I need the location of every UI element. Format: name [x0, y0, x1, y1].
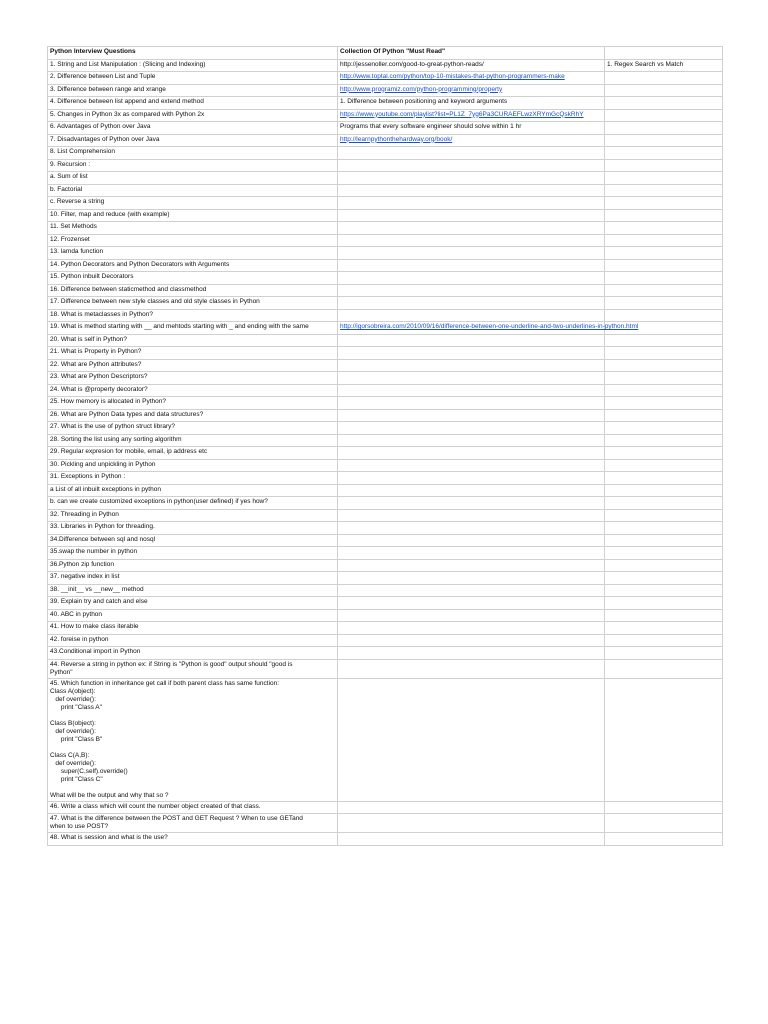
table-row — [48, 109, 723, 122]
header-must-read: Collection Of Python "Must Read" — [338, 47, 605, 60]
extra-cell — [605, 184, 723, 197]
resource-cell — [338, 547, 605, 560]
resource-cell — [338, 397, 605, 410]
extra-cell — [605, 497, 723, 510]
extra-cell — [605, 422, 723, 435]
table-row — [48, 484, 723, 497]
question-cell: 21. What is Property in Python? — [48, 347, 338, 360]
question-cell: 6. Advantages of Python over Java — [48, 122, 338, 135]
table-row — [48, 284, 723, 297]
table-row — [48, 497, 723, 510]
extra-cell — [605, 534, 723, 547]
resource-cell — [338, 159, 605, 172]
extra-cell — [605, 559, 723, 572]
resource-cell — [338, 622, 605, 635]
question-cell: 39. Explain try and catch and else — [48, 597, 338, 610]
header-extra — [605, 47, 723, 60]
resource-cell — [338, 172, 605, 185]
question-cell: 34.Difference between sql and nosql — [48, 534, 338, 547]
extra-cell — [605, 134, 723, 147]
spreadsheet-table — [47, 46, 723, 846]
resource-cell — [338, 147, 605, 160]
table-row — [48, 634, 723, 647]
resource-cell — [338, 584, 605, 597]
header-questions: Python Interview Questions — [48, 47, 338, 60]
extra-cell — [605, 801, 723, 814]
resource-cell — [338, 359, 605, 372]
question-cell: 10. Filter, map and reduce (with example) — [48, 209, 338, 222]
question-cell: 25. How memory is allocated in Python? — [48, 397, 338, 410]
resource-cell — [338, 522, 605, 535]
table-row — [48, 197, 723, 210]
question-cell: 8. List Comprehension — [48, 147, 338, 160]
question-cell: 33. Libraries in Python for threading. — [48, 522, 338, 535]
table-row — [48, 59, 723, 72]
extra-cell — [605, 209, 723, 222]
table-row — [48, 459, 723, 472]
question-cell: 11. Set Methods — [48, 222, 338, 235]
question-cell: 48. What is session and what is the use? — [48, 833, 338, 846]
extra-cell — [605, 509, 723, 522]
question-cell: 47. What is the difference between the POST and GET Request ? When to use GETand when to use POST? — [48, 814, 338, 833]
table-row — [48, 147, 723, 160]
extra-cell — [605, 334, 723, 347]
resource-cell — [338, 347, 605, 360]
question-cell: b. can we create customized exceptions in python(user defined) if yes how? — [48, 497, 338, 510]
table-row — [48, 134, 723, 147]
extra-cell — [605, 122, 723, 135]
question-cell: 42. foreise in python — [48, 634, 338, 647]
resource-cell — [338, 814, 605, 833]
table-row — [48, 522, 723, 535]
resource-cell — [338, 259, 605, 272]
table-row — [48, 833, 723, 846]
table-row — [48, 297, 723, 310]
resource-cell — [338, 434, 605, 447]
resource-cell — [338, 309, 605, 322]
question-cell: 31. Exceptions in Python : — [48, 472, 338, 485]
question-cell: 18. What is metaclasses in Python? — [48, 309, 338, 322]
resource-cell — [338, 297, 605, 310]
table-row — [48, 97, 723, 110]
table-row — [48, 72, 723, 85]
question-cell: 13. lamda function — [48, 247, 338, 260]
extra-cell: 1. Regex Search vs Match — [605, 59, 723, 72]
resource-cell — [338, 597, 605, 610]
question-cell: 45. Which function in inheritance get call if both parent class has same function: Class A(object): def override(): print "Class A" Class B(object): def override(): print "Class B" Class C(A,B): def override(): super(C,self).override() print "Class C" What will be the output and why that so ? — [48, 678, 338, 801]
resource-cell — [338, 659, 605, 678]
resource-cell: 1. Difference between positioning and keyword arguments — [338, 97, 605, 110]
question-cell: 29. Regular expresion for mobile, email, ip address etc — [48, 447, 338, 460]
table-row — [48, 172, 723, 185]
extra-cell — [605, 197, 723, 210]
question-cell: 4. Difference between list append and extend method — [48, 97, 338, 110]
resource-cell — [338, 209, 605, 222]
resource-cell — [338, 833, 605, 846]
extra-cell — [605, 434, 723, 447]
question-cell: a. Sum of list — [48, 172, 338, 185]
resource-cell — [338, 247, 605, 260]
table-row — [48, 159, 723, 172]
extra-cell — [605, 647, 723, 660]
resource-cell — [338, 234, 605, 247]
resource-cell — [338, 447, 605, 460]
resource-cell — [338, 572, 605, 585]
extra-cell — [605, 597, 723, 610]
extra-cell — [605, 84, 723, 97]
question-cell: 43.Conditional import in Python — [48, 647, 338, 660]
resource-cell — [338, 801, 605, 814]
extra-cell — [605, 622, 723, 635]
table-row — [48, 647, 723, 660]
extra-cell — [605, 347, 723, 360]
question-cell: 46. Write a class which will count the number object created of that class. — [48, 801, 338, 814]
header-row — [48, 47, 723, 60]
extra-cell — [605, 272, 723, 285]
table-row — [48, 509, 723, 522]
question-cell: 22. What are Python attributes? — [48, 359, 338, 372]
resource-link[interactable]: http://www.programiz.com/python-programming/property — [340, 85, 503, 93]
extra-cell — [605, 234, 723, 247]
table-row — [48, 814, 723, 833]
resource-cell — [338, 459, 605, 472]
resource-cell — [338, 484, 605, 497]
extra-cell — [605, 814, 723, 833]
question-cell: 2. Difference between List and Tuple — [48, 72, 338, 85]
table-row — [48, 572, 723, 585]
resource-cell — [338, 384, 605, 397]
question-cell: b. Factorial — [48, 184, 338, 197]
table-row — [48, 234, 723, 247]
question-cell: 12. Frozenset — [48, 234, 338, 247]
question-cell: c. Reverse a string — [48, 197, 338, 210]
table-row — [48, 347, 723, 360]
question-cell: 27. What is the use of python struct library? — [48, 422, 338, 435]
extra-cell — [605, 584, 723, 597]
resource-cell — [338, 272, 605, 285]
extra-cell — [605, 447, 723, 460]
resource-cell — [338, 109, 605, 122]
extra-cell — [605, 678, 723, 801]
extra-cell — [605, 284, 723, 297]
extra-cell — [605, 72, 723, 85]
table-row — [48, 622, 723, 635]
question-cell: 5. Changes in Python 3x as compared with Python 2x — [48, 109, 338, 122]
question-cell: 9. Recursion : — [48, 159, 338, 172]
question-cell: 30. Pickling and unpickling in Python — [48, 459, 338, 472]
resource-cell — [338, 184, 605, 197]
extra-cell — [605, 472, 723, 485]
question-cell: 44. Reverse a string in python ex: if String is "Python is good" output should "good is Python" — [48, 659, 338, 678]
table-row — [48, 597, 723, 610]
resource-cell: http://jessenoller.com/good-to-great-python-reads/ — [338, 59, 605, 72]
table-row — [48, 801, 723, 814]
resource-cell — [338, 472, 605, 485]
resource-cell — [338, 72, 605, 85]
question-cell: 3. Difference between range and xrange — [48, 84, 338, 97]
table-row — [48, 322, 723, 335]
question-cell: 23. What are Python Descriptors? — [48, 372, 338, 385]
resource-link[interactable]: http://learnpythonthehardway.org/book/ — [340, 135, 453, 143]
extra-cell — [605, 359, 723, 372]
resource-cell — [338, 647, 605, 660]
table-row — [48, 409, 723, 422]
extra-cell — [605, 159, 723, 172]
table-row — [48, 247, 723, 260]
resource-cell — [338, 678, 605, 801]
resource-cell — [338, 222, 605, 235]
resource-cell — [338, 84, 605, 97]
extra-cell — [605, 384, 723, 397]
resource-cell — [338, 284, 605, 297]
table-row — [48, 547, 723, 560]
table-row — [48, 209, 723, 222]
extra-cell — [605, 309, 723, 322]
resource-cell — [338, 409, 605, 422]
question-cell: 35.swap the number in python — [48, 547, 338, 560]
extra-cell — [605, 833, 723, 846]
table-row — [48, 397, 723, 410]
table-row — [48, 434, 723, 447]
resource-cell — [338, 634, 605, 647]
resource-cell — [338, 509, 605, 522]
table-row — [48, 122, 723, 135]
table-row — [48, 309, 723, 322]
table-row — [48, 472, 723, 485]
question-cell: 40. ABC in python — [48, 609, 338, 622]
question-cell: a List of all inbuilt exceptions in python — [48, 484, 338, 497]
extra-cell — [605, 522, 723, 535]
table-row — [48, 422, 723, 435]
resource-cell — [338, 422, 605, 435]
table-row — [48, 384, 723, 397]
question-cell: 37. negative index in list — [48, 572, 338, 585]
resource-cell — [338, 559, 605, 572]
resource-cell: Programs that every software engineer should solve within 1 hr — [338, 122, 605, 135]
question-cell: 14. Python Decorators and Python Decorators with Arguments — [48, 259, 338, 272]
question-cell: 19. What is method starting with __ and mehtods starting with _ and ending with the same — [48, 322, 338, 335]
resource-cell — [338, 197, 605, 210]
extra-cell — [605, 97, 723, 110]
extra-cell — [605, 147, 723, 160]
question-cell: 36.Python zip function — [48, 559, 338, 572]
extra-cell — [605, 659, 723, 678]
extra-cell — [605, 222, 723, 235]
table-row — [48, 334, 723, 347]
table-row — [48, 678, 723, 801]
extra-cell — [605, 372, 723, 385]
question-cell: 38. __init__ vs __new__ method — [48, 584, 338, 597]
table-row — [48, 609, 723, 622]
question-cell: 20. What is self in Python? — [48, 334, 338, 347]
extra-cell — [605, 172, 723, 185]
question-cell: 32. Threading in Python — [48, 509, 338, 522]
table-row — [48, 359, 723, 372]
table-row — [48, 584, 723, 597]
table-row — [48, 222, 723, 235]
resource-cell — [338, 334, 605, 347]
question-cell: 15. Python inbuilt Decorators — [48, 272, 338, 285]
table-row — [48, 372, 723, 385]
table-row — [48, 184, 723, 197]
resource-cell — [338, 497, 605, 510]
resource-cell — [338, 609, 605, 622]
question-cell: 17. Difference between new style classes and old style classes in Python — [48, 297, 338, 310]
extra-cell — [605, 609, 723, 622]
question-cell: 28. Sorting the list using any sorting algorithm — [48, 434, 338, 447]
extra-cell — [605, 397, 723, 410]
question-cell: 16. Difference between staticmethod and classmethod — [48, 284, 338, 297]
extra-cell — [605, 459, 723, 472]
table-row — [48, 447, 723, 460]
resource-link[interactable]: http://www.toptal.com/python/top-10-mistakes-that-python-programmers-make — [340, 73, 565, 80]
resource-cell — [338, 372, 605, 385]
table-row — [48, 559, 723, 572]
extra-cell — [605, 572, 723, 585]
extra-cell — [605, 297, 723, 310]
table-row — [48, 659, 723, 678]
resource-link[interactable]: http://igorsobreira.com/2010/09/16/difference-between-one-underline-and-two-underlines-in-python.html — [340, 323, 639, 330]
extra-cell — [605, 484, 723, 497]
extra-cell — [605, 247, 723, 260]
resource-cell — [338, 134, 605, 147]
extra-cell — [605, 547, 723, 560]
extra-cell — [605, 259, 723, 272]
extra-cell — [605, 634, 723, 647]
table-row — [48, 272, 723, 285]
spreadsheet-body — [48, 47, 723, 846]
question-cell: 26. What are Python Data types and data structures? — [48, 409, 338, 422]
extra-cell — [605, 409, 723, 422]
resource-cell — [338, 534, 605, 547]
question-cell: 41. How to make class iterable — [48, 622, 338, 635]
resource-cell — [338, 322, 639, 335]
question-cell: 7. Disadvantages of Python over Java — [48, 134, 338, 147]
table-row — [48, 259, 723, 272]
table-row — [48, 534, 723, 547]
question-cell: 24. What is @property decorator? — [48, 384, 338, 397]
question-cell: 1. String and List Manipulation : (Slicing and Indexing) — [48, 59, 338, 72]
resource-link[interactable]: https://www.youtube.com/playlist?list=PL1Z_7yg6Pa3CURAEFLwzXRYmGcQskRhY — [340, 110, 584, 118]
table-row — [48, 84, 723, 97]
extra-cell — [605, 109, 723, 122]
